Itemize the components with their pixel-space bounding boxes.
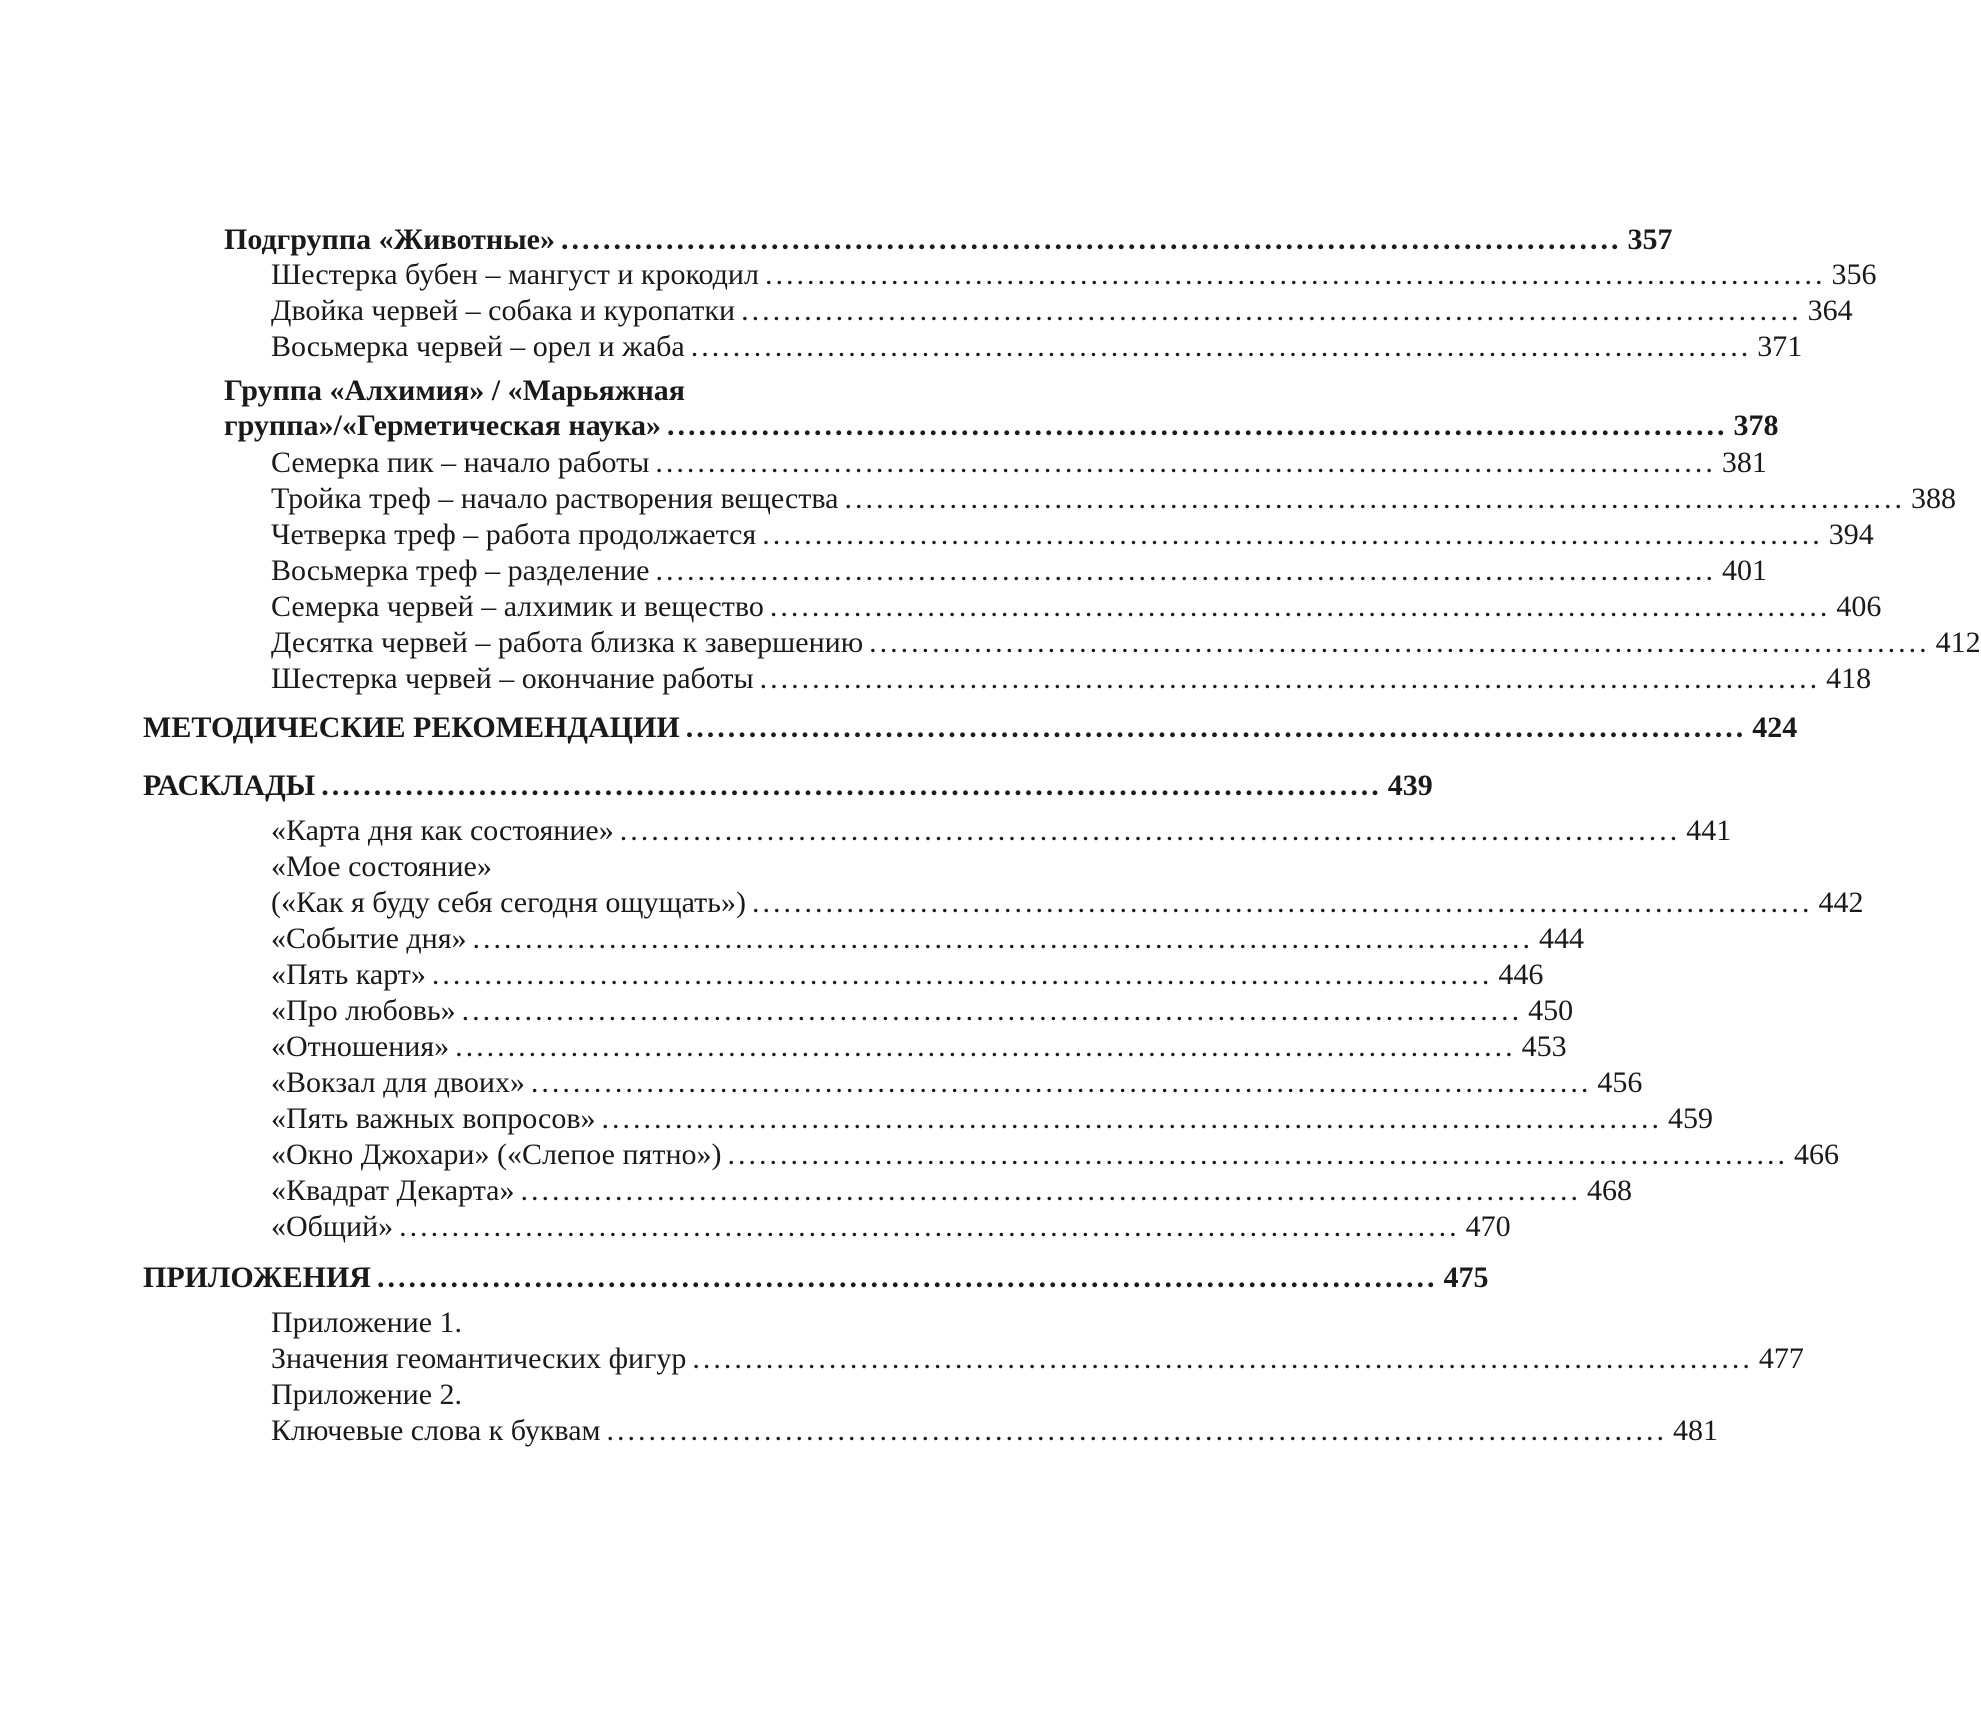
toc-entry-title: Восьмерка червей – орел и жаба xyxy=(271,330,685,363)
toc-entry-title: («Как я буду себя сегодня ощущать») xyxy=(271,886,746,919)
toc-entry-methodical-recommendations[interactable] xyxy=(143,711,1798,744)
toc-entry-page: 418 xyxy=(1826,662,1872,695)
toc-entry-title: «Отношения» xyxy=(271,1030,450,1063)
dot-leader: ..................................................................................................... xyxy=(759,662,1821,695)
dot-leader: ..................................................................................................... xyxy=(655,446,1716,479)
toc-entry-page: 456 xyxy=(1597,1066,1643,1099)
toc-entry[interactable] xyxy=(271,258,1877,291)
toc-entry-page: 450 xyxy=(1528,994,1574,1027)
toc-entry-spreads[interactable] xyxy=(143,769,1433,802)
dot-leader: ..................................................................................................... xyxy=(520,1174,1581,1207)
toc-entry-title: «Событие дня» xyxy=(271,922,467,955)
toc-entry[interactable] xyxy=(271,330,1803,363)
toc-entry-title: «Вокзал для двоих» xyxy=(271,1066,525,1099)
dot-leader: ..................................................................................................... xyxy=(690,330,1752,363)
toc-entry-title: Восьмерка треф – разделение xyxy=(271,554,650,587)
dot-leader: ..................................................................................................... xyxy=(461,994,1523,1027)
dot-leader: ..................................................................................................... xyxy=(431,958,1493,991)
toc-entry-title: «Окно Джохари» («Слепое пятно») xyxy=(271,1138,722,1171)
toc-entry-title: «Квадрат Декарта» xyxy=(271,1174,515,1207)
toc-entry-title: группа»/«Герметическая наука» xyxy=(224,409,662,442)
toc-entry-page: 401 xyxy=(1722,554,1768,587)
dot-leader: ..................................................................................................... xyxy=(844,482,1905,515)
toc-entry-page: 381 xyxy=(1721,446,1767,479)
toc-entry[interactable] xyxy=(271,1174,1632,1207)
dot-leader: ..................................................................................................... xyxy=(667,409,1728,442)
toc-entry[interactable] xyxy=(271,662,1872,695)
toc-entry[interactable] xyxy=(271,1210,1511,1243)
dot-leader: ..................................................................................................... xyxy=(376,1261,1438,1294)
dot-leader: ..................................................................................................... xyxy=(762,518,1823,551)
dot-leader: ..................................................................................................... xyxy=(655,554,1717,587)
toc-entry[interactable] xyxy=(271,814,1732,847)
toc-entry[interactable] xyxy=(271,1414,1719,1447)
dot-leader: ..................................................................................................... xyxy=(606,1414,1668,1447)
toc-entry-title: Четверка треф – работа продолжается xyxy=(271,518,757,551)
toc-entry-page: 446 xyxy=(1498,958,1544,991)
toc-entry-title: «Пять карт» xyxy=(271,958,426,991)
toc-entry[interactable] xyxy=(271,1066,1643,1099)
toc-entry-title-line1: Группа «Алхимия» / «Марьяжная xyxy=(224,374,685,407)
toc-entry-title: «Про любовь» xyxy=(271,994,456,1027)
toc-entry-title: ПРИЛОЖЕНИЯ xyxy=(143,1261,371,1294)
toc-entry-page: 356 xyxy=(1831,258,1877,291)
toc-entry-page: 357 xyxy=(1627,223,1673,256)
toc-entry-title: Семерка пик – начало работы xyxy=(271,446,650,479)
toc-entry-page: 477 xyxy=(1758,1342,1804,1375)
toc-entry-page: 364 xyxy=(1807,294,1853,327)
toc-entry[interactable] xyxy=(271,554,1768,587)
toc-entry-page: 439 xyxy=(1387,769,1433,802)
toc-entry-title-line1: Приложение 2. xyxy=(271,1378,463,1411)
dot-leader: ..................................................................................................... xyxy=(399,1210,1460,1243)
toc-entry-title-line1: «Мое состояние» xyxy=(271,850,492,883)
dot-leader: ..................................................................................................... xyxy=(455,1030,1516,1063)
toc-entry-title: РАСКЛАДЫ xyxy=(143,769,316,802)
toc-entry-page: 388 xyxy=(1910,482,1956,515)
dot-leader: ..................................................................................................... xyxy=(764,258,1826,291)
toc-entry-group-alchemy[interactable] xyxy=(224,409,1779,442)
toc-entry-page: 475 xyxy=(1443,1261,1489,1294)
toc-entry[interactable] xyxy=(271,1138,1839,1171)
toc-entry-line1 xyxy=(271,852,1011,882)
toc-entry[interactable] xyxy=(271,518,1874,551)
dot-leader: ..................................................................................................... xyxy=(869,626,1930,659)
toc-entry-title: Шестерка червей – окончание работы xyxy=(271,662,754,695)
toc-entry[interactable] xyxy=(271,1102,1714,1135)
toc-entry-title: Шестерка бубен – мангуст и крокодил xyxy=(271,258,759,291)
dot-leader: ..................................................................................................... xyxy=(560,223,1622,256)
toc-entry-page: 470 xyxy=(1465,1210,1511,1243)
dot-leader: ..................................................................................................... xyxy=(321,769,1382,802)
toc-entry-title: Тройка треф – начало растворения вещества xyxy=(271,482,839,515)
toc-entry[interactable] xyxy=(271,482,1956,515)
toc-entry-page: 412 xyxy=(1935,626,1981,659)
dot-leader: ..................................................................................................... xyxy=(727,1138,1788,1171)
toc-entry-title: Значения геомантических фигур xyxy=(271,1342,687,1375)
toc-entry-appendices[interactable] xyxy=(143,1261,1489,1294)
toc-entry-line1 xyxy=(271,1308,1011,1338)
dot-leader: ..................................................................................................... xyxy=(692,1342,1753,1375)
toc-entry[interactable] xyxy=(271,1030,1567,1063)
toc-entry-title: Десятка червей – работа близка к завершению xyxy=(271,626,864,659)
toc-entry[interactable] xyxy=(271,446,1767,479)
toc-entry[interactable] xyxy=(271,958,1544,991)
dot-leader: ..................................................................................................... xyxy=(769,590,1831,623)
toc-entry-title: МЕТОДИЧЕСКИЕ РЕКОМЕНДАЦИИ xyxy=(143,711,680,744)
dot-leader: ..................................................................................................... xyxy=(741,294,1802,327)
toc-entry[interactable] xyxy=(271,1342,1804,1375)
dot-leader: ..................................................................................................... xyxy=(530,1066,1592,1099)
toc-entry-subgroup-animals[interactable] xyxy=(224,223,1673,256)
toc-entry-page: 406 xyxy=(1836,590,1882,623)
toc-entry-title: «Общий» xyxy=(271,1210,394,1243)
toc-entry-page: 466 xyxy=(1794,1138,1839,1171)
toc-entry-page: 459 xyxy=(1668,1102,1714,1135)
toc-entry-page: 441 xyxy=(1686,814,1732,847)
toc-entry-page: 481 xyxy=(1673,1414,1719,1447)
dot-leader: ..................................................................................................... xyxy=(751,886,1813,919)
dot-leader: ..................................................................................................... xyxy=(619,814,1681,847)
dot-leader: ..................................................................................................... xyxy=(472,922,1534,955)
toc-entry[interactable] xyxy=(271,994,1574,1027)
toc-entry-line1 xyxy=(271,1380,1011,1410)
toc-entry[interactable] xyxy=(271,922,1585,955)
toc-entry[interactable] xyxy=(271,294,1853,327)
dot-leader: ..................................................................................................... xyxy=(601,1102,1663,1135)
toc-entry-page: 468 xyxy=(1587,1174,1632,1207)
toc-entry[interactable] xyxy=(271,626,1981,659)
toc-entry[interactable] xyxy=(271,886,1864,919)
toc-entry-page: 394 xyxy=(1828,518,1874,551)
toc-entry-page: 444 xyxy=(1539,922,1585,955)
toc-entry-page: 378 xyxy=(1733,409,1779,442)
toc-entry-page: 424 xyxy=(1752,711,1798,744)
toc-entry-page: 442 xyxy=(1818,886,1864,919)
toc-entry-title: «Карта дня как состояние» xyxy=(271,814,614,847)
toc-entry-title: «Пять важных вопросов» xyxy=(271,1102,596,1135)
toc-entry-title: Ключевые слова к буквам xyxy=(271,1414,601,1447)
toc-entry-title: Двойка червей – собака и куропатки xyxy=(271,294,736,327)
toc-entry[interactable] xyxy=(271,590,1882,623)
toc-entry-group-alchemy-line1 xyxy=(224,376,1011,406)
toc-entry-title: Семерка червей – алхимик и вещество xyxy=(271,590,764,623)
toc-entry-page: 371 xyxy=(1757,330,1803,363)
toc-entry-page: 453 xyxy=(1521,1030,1567,1063)
toc-entry-title: Подгруппа «Животные» xyxy=(224,223,555,256)
toc-entry-title-line1: Приложение 1. xyxy=(271,1306,463,1339)
dot-leader: ..................................................................................................... xyxy=(685,711,1747,744)
